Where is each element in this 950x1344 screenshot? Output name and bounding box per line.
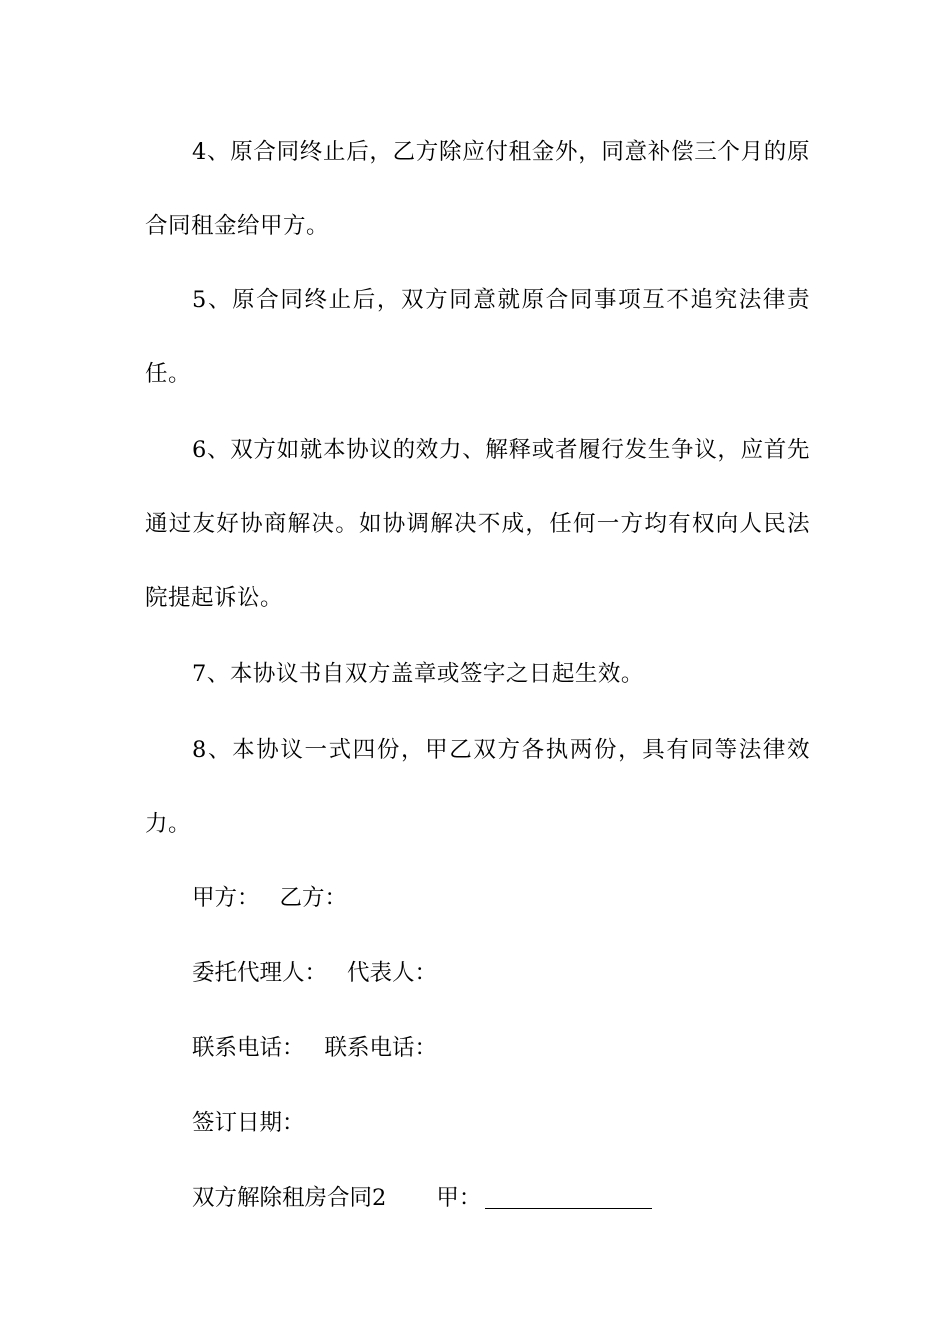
representative-label: 代表人： xyxy=(347,960,438,986)
phone-row xyxy=(192,1033,437,1063)
phone-a-label: 联系电话： xyxy=(192,1035,305,1061)
clause-4: 4、原合同终止后，乙方除应付租金外，同意补偿三个月的原合同租金给甲方。 xyxy=(145,139,810,239)
agent-label: 委托代理人： xyxy=(192,960,328,986)
clause-8: 8、本协议一式四份，甲乙双方各执两份，具有同等法律效力。 xyxy=(145,737,810,837)
phone-b-label: 联系电话： xyxy=(324,1035,438,1061)
next-contract-row xyxy=(192,1183,652,1213)
date-row xyxy=(192,1108,305,1138)
party-labels-row xyxy=(192,883,347,913)
date-label: 签订日期： xyxy=(192,1110,305,1136)
party-b-label: 乙方： xyxy=(279,885,348,911)
next-party-a-label: 甲： xyxy=(436,1185,482,1211)
clause-6: 6、双方如就本协议的效力、解释或者履行发生争议，应首先通过友好协商解决。如协调解决不成，任何一方均有权向人民法院提起诉讼。 xyxy=(145,437,810,611)
party-a-blank-line xyxy=(485,1186,652,1209)
agent-row xyxy=(192,958,437,988)
clause-7: 7、本协议书自双方盖章或签字之日起生效。 xyxy=(192,661,644,687)
clause-5: 5、原合同终止后，双方同意就原合同事项互不追究法律责任。 xyxy=(145,287,810,387)
party-a-label: 甲方： xyxy=(192,885,260,911)
next-contract-title: 双方解除租房合同2 xyxy=(192,1185,387,1211)
